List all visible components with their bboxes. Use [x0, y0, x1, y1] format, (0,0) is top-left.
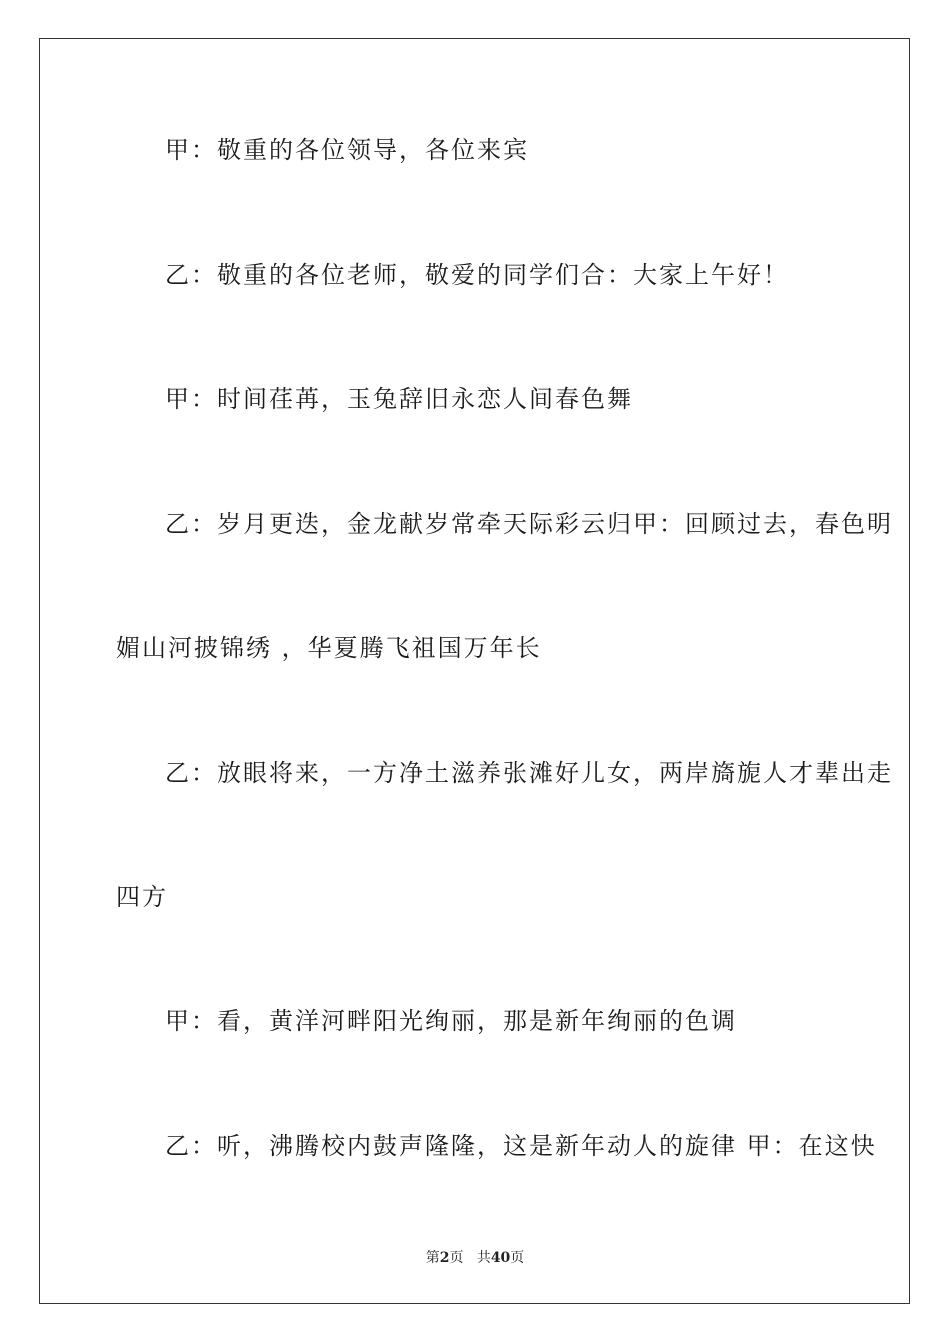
text-line-1: 甲：敬重的各位领导，各位来宾: [165, 136, 529, 164]
footer-prefix: 第: [425, 1250, 440, 1266]
page-border: [39, 38, 910, 1304]
text-line-8: 甲：看，黄洋河畔阳光绚丽，那是新年绚丽的色调: [165, 1007, 737, 1035]
page-footer: [0, 1247, 950, 1267]
text-line-3: 甲：时间荏苒，玉兔辞旧永恋人间春色舞: [165, 385, 633, 413]
footer-total-prefix: 共: [476, 1250, 491, 1266]
text-line-5: 媚山河披锦绣 ，华夏腾飞祖国万年长: [116, 634, 542, 662]
footer-page-number: 2: [439, 1250, 450, 1266]
footer-page-suffix: 页: [449, 1250, 464, 1266]
text-line-4: 乙：岁月更迭，金龙献岁常牵天际彩云归甲：回顾过去，春色明: [165, 510, 893, 538]
text-line-7: 四方: [116, 883, 168, 911]
footer-total-pages: 40: [490, 1250, 511, 1266]
text-line-6: 乙：放眼将来，一方净土滋养张滩好儿女，两岸旖旎人才辈出走: [165, 759, 893, 787]
footer-total-suffix: 页: [510, 1250, 525, 1266]
text-line-9: 乙：听，沸腾校内鼓声隆隆，这是新年动人的旋律 甲：在这快: [165, 1132, 877, 1160]
text-line-2: 乙：敬重的各位老师，敬爱的同学们合：大家上午好！: [165, 261, 789, 289]
